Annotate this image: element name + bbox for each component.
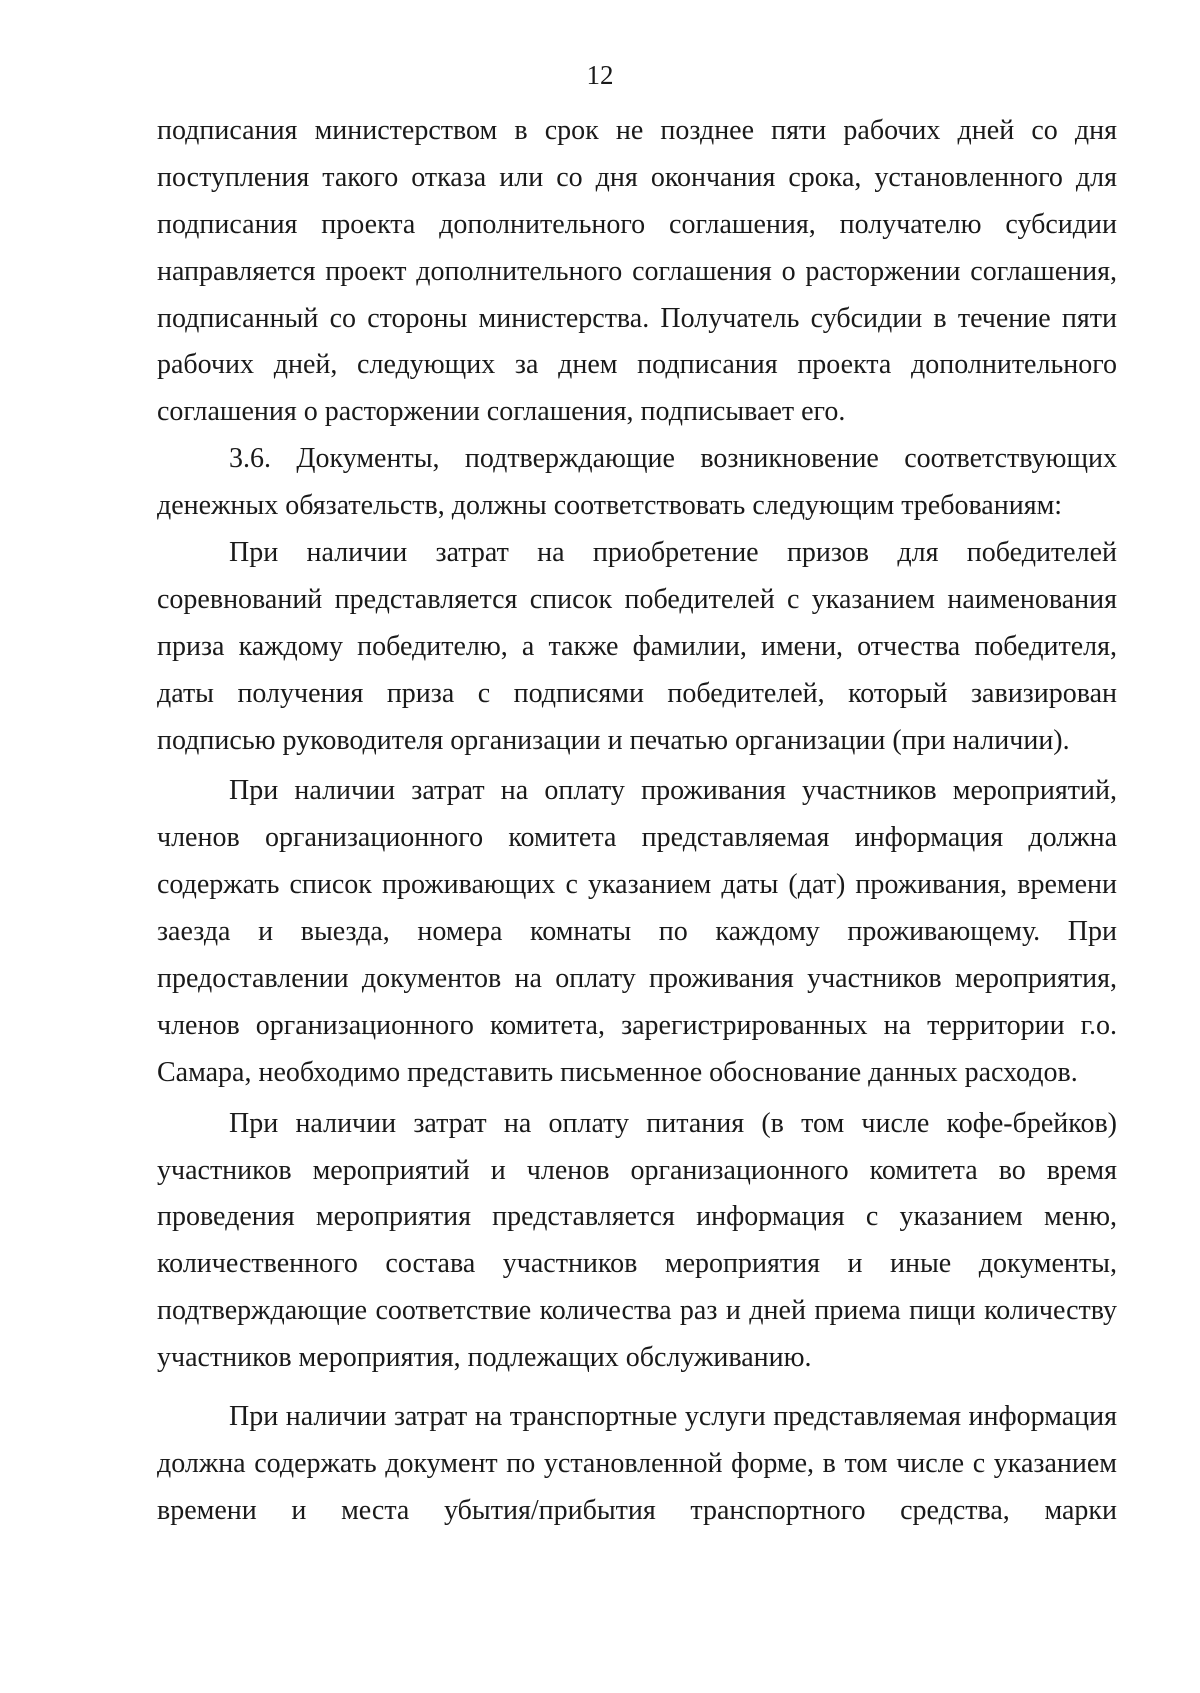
- text-line: количественного состава участников мероприятия и иные документы,: [157, 1248, 1117, 1280]
- text-line: 3.6. Документы, подтверждающие возникновение соответствующих: [229, 443, 1117, 475]
- text-line: участников мероприятия, подлежащих обслуживанию.: [157, 1342, 812, 1374]
- text-line: При наличии затрат на оплату проживания участников мероприятий,: [229, 775, 1117, 807]
- text-line: членов организационного комитета представляемая информация должна: [157, 822, 1117, 854]
- text-line: соглашения о расторжении соглашения, подписывает его.: [157, 396, 846, 428]
- page-number: 12: [586, 60, 614, 90]
- paragraph-prizes: [157, 530, 1117, 764]
- text-line: участников мероприятий и членов организационного комитета во время: [157, 1154, 1117, 1186]
- paragraph-accommodation: [157, 768, 1117, 1096]
- paragraph-transport: [157, 1394, 1117, 1535]
- text-line: предоставлении документов на оплату проживания участников мероприятия,: [157, 963, 1117, 995]
- text-line: соревнований представляется список победителей с указанием наименования: [157, 583, 1117, 615]
- text-line: денежных обязательств, должны соответствовать следующим требованиям:: [157, 490, 1063, 522]
- text-line: поступления такого отказа или со дня окончания срока, установленного для: [157, 161, 1117, 193]
- text-line: Самара, необходимо представить письменное обоснование данных расходов.: [157, 1056, 1078, 1088]
- text-line: подписью руководителя организации и печатью организации (при наличии).: [157, 724, 1070, 756]
- text-line: подписания министерством в срок не позднее пяти рабочих дней со дня: [157, 115, 1117, 146]
- text-line: рабочих дней, следующих за днем подписания проекта дополнительного: [157, 349, 1117, 381]
- text-line: времени и места убытия/прибытия транспортного средства, марки: [157, 1494, 1117, 1526]
- text-line: содержать список проживающих с указанием даты (дат) проживания, времени: [157, 869, 1117, 901]
- text-line: заезда и выезда, номера комнаты по каждому проживающему. При: [157, 916, 1117, 948]
- paragraph-meals: [157, 1101, 1117, 1382]
- text-line: даты получения приза с подписями победителей, который завизирован: [157, 677, 1117, 709]
- text-line: При наличии затрат на оплату питания (в том числе кофе-брейков): [229, 1107, 1117, 1139]
- document-body: [157, 108, 1117, 1535]
- text-line: должна содержать документ по установленной форме, в том числе с указанием: [157, 1447, 1117, 1479]
- text-line: приза каждому победителю, а также фамилии, имени, отчества победителя,: [157, 630, 1117, 662]
- text-line: проведения мероприятия представляется информация с указанием меню,: [157, 1201, 1117, 1233]
- text-line: подписанный со стороны министерства. Получатель субсидии в течение пяти: [157, 302, 1117, 334]
- text-line: При наличии затрат на приобретение призов для победителей: [229, 537, 1117, 569]
- text-line: подтверждающие соответствие количества раз и дней приема пищи количеству: [157, 1295, 1117, 1327]
- text-line: членов организационного комитета, зарегистрированных на территории г.о.: [157, 1009, 1117, 1041]
- paragraph-section-3-6: [157, 436, 1117, 530]
- text-line: При наличии затрат на транспортные услуги представляемая информация: [229, 1401, 1117, 1433]
- text-line: направляется проект дополнительного соглашения о расторжении соглашения,: [157, 255, 1117, 287]
- text-line: подписания проекта дополнительного соглашения, получателю субсидии: [157, 208, 1117, 240]
- paragraph-termination-agreement: [157, 108, 1117, 436]
- paragraph-gap: [157, 1382, 1117, 1394]
